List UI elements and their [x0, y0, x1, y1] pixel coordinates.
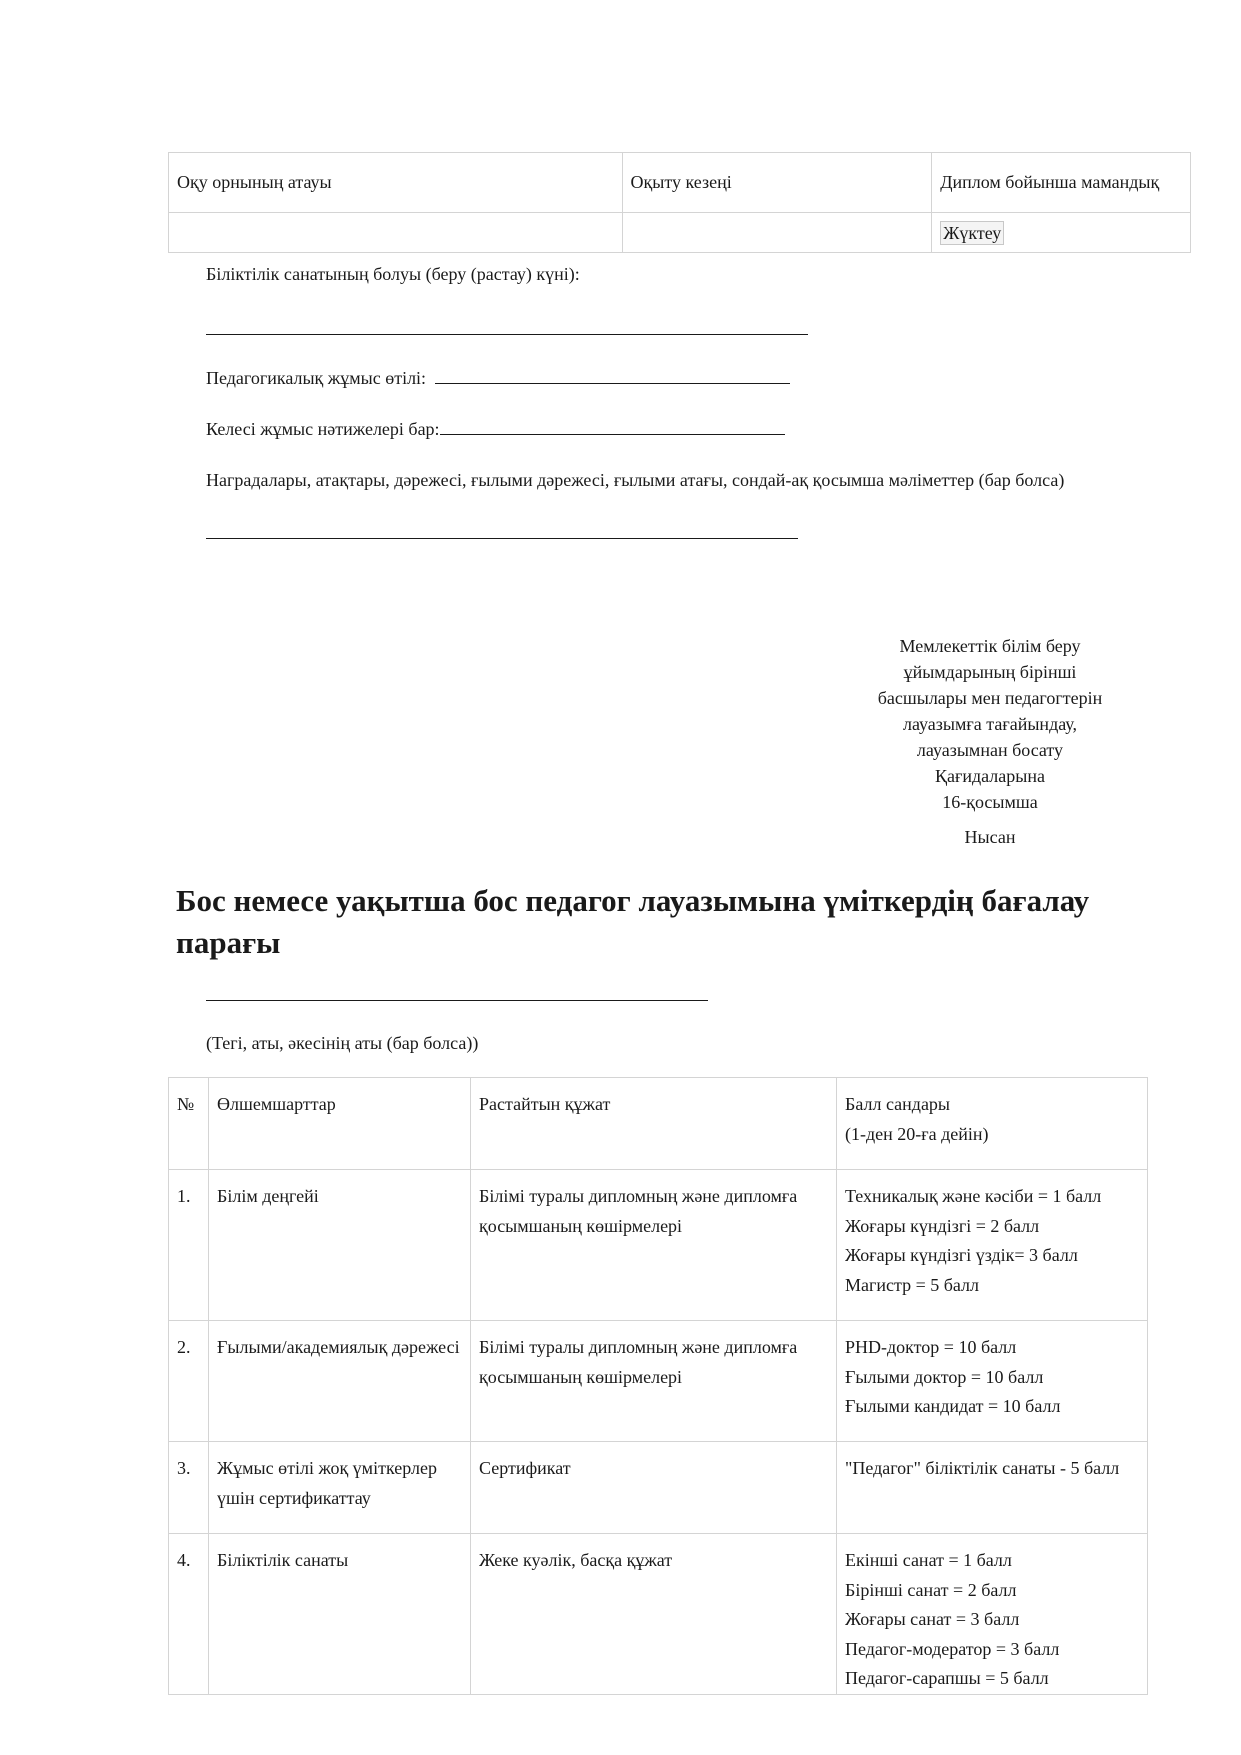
header-points: [837, 1078, 1148, 1170]
work-results-row: [206, 416, 785, 440]
points-item: Педагог-модератор = 3 балл: [845, 1638, 1060, 1659]
education-table: [168, 152, 1191, 253]
row-criteria: Ғылыми/академиялық дәрежесі: [209, 1321, 471, 1442]
appendix-line: ұйымдарының бірінші: [903, 662, 1077, 682]
study-period-cell[interactable]: [622, 213, 932, 253]
upload-button[interactable]: Жүктеу: [940, 221, 1004, 245]
row-number: 1.: [169, 1170, 209, 1321]
awards-label: Наградалары, атақтары, дәрежесі, ғылыми дәрежесі, ғылыми атағы, сондай-ақ қосымша мәліметтер (бар болса): [206, 470, 1065, 490]
points-item: Педагог-сарапшы = 5 балл: [845, 1668, 1049, 1688]
points-item: Бірінші санат = 2 балл: [845, 1579, 1017, 1600]
table-row: [169, 1442, 1148, 1534]
header-document: Растайтын құжат: [471, 1078, 837, 1170]
points-item: Жоғары санат = 3 балл: [845, 1609, 1020, 1629]
evaluation-table: [168, 1077, 1148, 1695]
header-points-line: (1-ден 20-ға дейін): [845, 1123, 989, 1144]
work-results-label: Келесі жұмыс нәтижелері бар:: [206, 419, 440, 439]
row-points: [837, 1442, 1148, 1534]
points-item: Жоғары күндізгі = 2 балл: [845, 1215, 1040, 1236]
header-criteria: Өлшемшарттар: [209, 1078, 471, 1170]
awards-field[interactable]: [206, 538, 798, 539]
points-item: PHD-доктор = 10 балл: [845, 1337, 1017, 1357]
candidate-name-field[interactable]: [206, 1000, 708, 1001]
points-item: Ғылыми кандидат = 10 балл: [845, 1396, 1061, 1416]
qualification-date-field[interactable]: [206, 334, 808, 335]
row-points: [837, 1534, 1148, 1695]
table-row: [169, 1321, 1148, 1442]
row-document: Білімі туралы дипломның және дипломға қосымшаның көшірмелері: [471, 1170, 837, 1321]
points-item: "Педагог" біліктілік санаты - 5 балл: [845, 1458, 1120, 1478]
table-header-row: [169, 1078, 1148, 1170]
appendix-line: 16-қосымша: [942, 792, 1038, 812]
header-study-period: Оқыту кезеңі: [622, 153, 932, 213]
teaching-experience-field[interactable]: [435, 365, 790, 384]
header-institution-name: Оқу орнының атауы: [169, 153, 623, 213]
row-criteria: Білім деңгейі: [209, 1170, 471, 1321]
row-number: 3.: [169, 1442, 209, 1534]
appendix-line: басшылары мен педагогтерін: [877, 688, 1103, 708]
table-row: [169, 1170, 1148, 1321]
teaching-experience-label: Педагогикалық жұмыс өтілі:: [206, 368, 427, 388]
points-item: Магистр = 5 балл: [845, 1274, 980, 1295]
row-document: Білімі туралы дипломның және дипломға қосымшаның көшірмелері: [471, 1321, 837, 1442]
points-item: Техникалық және кәсіби = 1 балл: [845, 1186, 1102, 1206]
upload-cell: [932, 213, 1191, 253]
appendix-note: [850, 633, 1130, 850]
row-number: 2.: [169, 1321, 209, 1442]
form-label: Нысан: [964, 827, 1016, 847]
appendix-line: Қағидаларына: [934, 766, 1045, 786]
row-criteria: Жұмыс өтілі жоқ үміткерлер үшін сертификаттау: [209, 1442, 471, 1534]
points-item: Жоғары күндізгі үздік= 3 балл: [845, 1245, 1078, 1265]
row-document: Сертификат: [471, 1442, 837, 1534]
table-row: [169, 1534, 1148, 1695]
appendix-line: лауазымға тағайындау,: [902, 714, 1077, 734]
points-item: Ғылыми доктор = 10 балл: [845, 1366, 1044, 1387]
row-points: [837, 1321, 1148, 1442]
appendix-line: Мемлекеттік білім беру: [899, 636, 1081, 656]
row-document: Жеке куәлік, басқа құжат: [471, 1534, 837, 1695]
appendix-line: лауазымнан босату: [916, 740, 1064, 760]
row-points: [837, 1170, 1148, 1321]
teaching-experience-row: [206, 365, 790, 389]
points-item: Екінші санат = 1 балл: [845, 1550, 1012, 1570]
table-row: [169, 213, 1191, 253]
work-results-field[interactable]: [440, 416, 785, 435]
institution-name-cell[interactable]: [169, 213, 623, 253]
row-criteria: Біліктілік санаты: [209, 1534, 471, 1695]
header-number: №: [169, 1078, 209, 1170]
row-number: 4.: [169, 1534, 209, 1695]
header-diploma-specialty: Диплом бойынша мамандық: [932, 153, 1191, 213]
qualification-date-label: Біліктілік санатының болуы (беру (растау) күні):: [206, 264, 580, 284]
page-title: Бос немесе уақытша бос педагог лауазымына үміткердің бағалау парағы: [176, 883, 1090, 960]
name-caption: (Тегі, аты, әкесінің аты (бар болса)): [206, 1033, 479, 1053]
header-points-line: Балл сандары: [845, 1094, 951, 1114]
table-header-row: [169, 153, 1191, 213]
